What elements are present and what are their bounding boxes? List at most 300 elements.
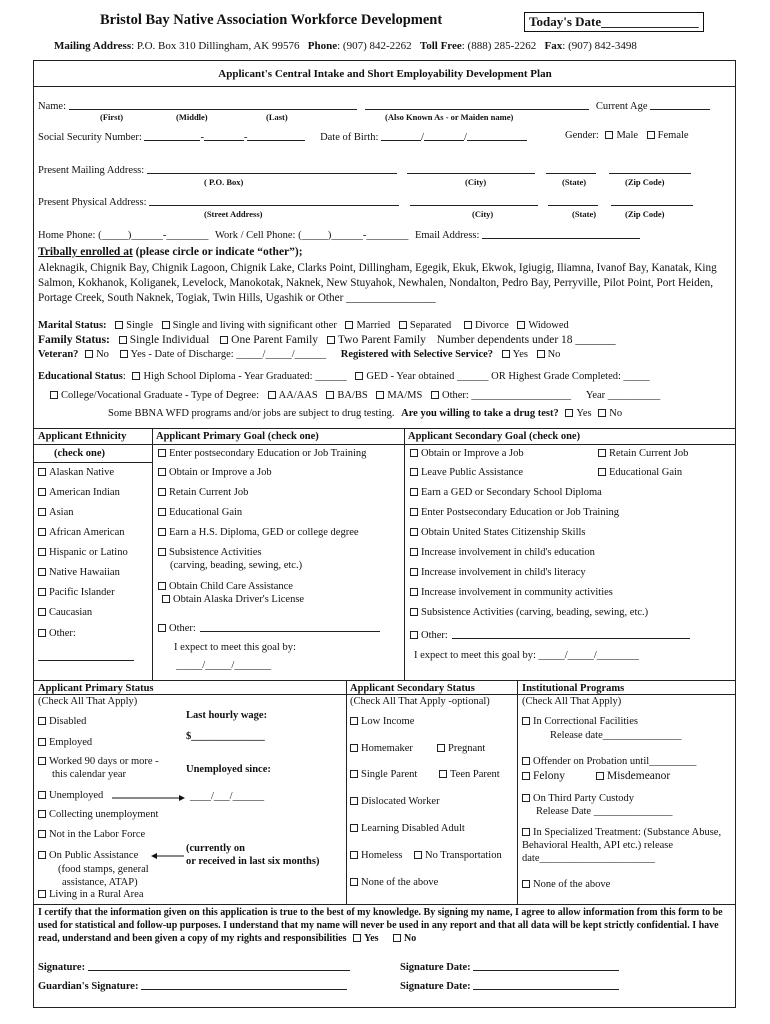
sub-first: (First): [100, 112, 124, 122]
inst-checkbox[interactable]: [522, 794, 530, 802]
pgoal-postsecondary[interactable]: [158, 448, 366, 459]
widowed-checkbox[interactable]: [517, 321, 525, 329]
pgoal-retain-job[interactable]: [158, 487, 248, 498]
hs-label: High School Diploma - Year Graduated: ______: [143, 371, 347, 382]
ssn-part3[interactable]: [247, 130, 305, 141]
pgoal-label: Educational Gain: [169, 507, 243, 518]
sstatus-label: Homeless: [361, 850, 403, 861]
one-parent-checkbox[interactable]: [220, 336, 228, 344]
dob-month[interactable]: [381, 130, 421, 141]
ma-label: MA/MS: [387, 390, 423, 401]
phone-row: [38, 228, 640, 241]
institutional-sub: (Check All That Apply): [522, 696, 622, 707]
pgoal-checkbox[interactable]: [158, 582, 166, 590]
college-label: College/Vocational Graduate - Type of Degree:: [61, 390, 260, 401]
sstatus-checkbox[interactable]: [350, 824, 358, 832]
pacific-checkbox[interactable]: [38, 588, 46, 596]
tribal-instruction: (please circle or indicate “other”);: [132, 246, 303, 258]
signature-row: [38, 960, 350, 973]
signature-date-label: Signature Date:: [400, 962, 471, 973]
pgoal-checkbox[interactable]: [158, 508, 166, 516]
unemployed-since-date[interactable]: ____/___/______: [190, 791, 265, 802]
drug-test-note: Some BBNA WFD programs and/or jobs are subject to drug testing.: [108, 408, 395, 419]
physical-street-input[interactable]: [149, 195, 399, 206]
separated-checkbox[interactable]: [399, 321, 407, 329]
sstatus-label: Dislocated Worker: [361, 796, 440, 807]
guardian-row: [38, 979, 347, 992]
sstatus-checkbox[interactable]: [350, 851, 358, 859]
pstatus-checkbox[interactable]: [38, 851, 46, 859]
cert-no-checkbox[interactable]: [393, 934, 401, 942]
sub-aka: (Also Known As - or Maiden name): [385, 112, 514, 122]
selective-yes-checkbox[interactable]: [502, 350, 510, 358]
pgoal-other-input[interactable]: [200, 621, 380, 632]
mailing-value: : P.O. Box 310 Dillingham, AK 99576: [131, 40, 300, 52]
ethnicity-other[interactable]: [38, 628, 76, 639]
veteran-label: Veteran?: [38, 349, 79, 360]
drug-test-question: Are you willing to take a drug test?: [401, 408, 559, 419]
pstatus-worked-90[interactable]: [38, 756, 159, 767]
sgoal-retain-job[interactable]: [598, 448, 688, 459]
married-checkbox[interactable]: [345, 321, 353, 329]
ethnicity-caucasian[interactable]: [38, 607, 92, 618]
ethnicity-african-american[interactable]: [38, 527, 125, 538]
sstatus-none[interactable]: [350, 877, 438, 888]
single-individual-label: Single Individual: [129, 334, 210, 346]
form-title: Applicant's Central Intake and Short Employability Development Plan: [218, 68, 552, 80]
sgoal-expect[interactable]: I expect to meet this goal by: _____/_____/________: [414, 650, 639, 661]
certification-block: [38, 906, 728, 945]
ged-checkbox[interactable]: [355, 372, 363, 380]
sgoal-checkbox[interactable]: [410, 468, 418, 476]
sgoal-checkbox[interactable]: [410, 449, 418, 457]
sstatus-homeless[interactable]: [350, 850, 402, 861]
inst-third-party[interactable]: [522, 793, 634, 804]
sub-zip-mail: (Zip Code): [625, 177, 665, 187]
single-checkbox[interactable]: [115, 321, 123, 329]
two-parent-checkbox[interactable]: [327, 336, 335, 344]
degree-year-field[interactable]: Year __________: [585, 390, 661, 401]
pgoal-checkbox[interactable]: [158, 468, 166, 476]
inst-checkbox[interactable]: [522, 772, 530, 780]
pstatus-worked-cont: this calendar year: [52, 769, 127, 780]
sstatus-checkbox[interactable]: [350, 797, 358, 805]
inst-none[interactable]: [522, 879, 610, 890]
tribal-heading: [38, 246, 303, 258]
sgoal-improve-job[interactable]: [410, 448, 524, 459]
mailing-po-input[interactable]: [147, 163, 397, 174]
sgoal-community[interactable]: [410, 587, 613, 598]
sub-city-phys: (City): [472, 209, 494, 219]
ssn-part1[interactable]: [144, 130, 200, 141]
inst-checkbox[interactable]: [522, 880, 530, 888]
sub-po: ( P.O. Box): [204, 177, 244, 187]
sstatus-checkbox[interactable]: [350, 744, 358, 752]
sstatus-label: Learning Disabled Adult: [361, 823, 465, 834]
aa-checkbox[interactable]: [268, 391, 276, 399]
pgoal-label: Enter postsecondary Education or Job Training: [169, 448, 367, 459]
tollfree-label: Toll Free: [419, 40, 462, 52]
guardian-input[interactable]: [141, 979, 347, 990]
phone-value: : (907) 842-2262: [337, 40, 412, 52]
sgoal-checkbox[interactable]: [410, 488, 418, 496]
african-american-checkbox[interactable]: [38, 528, 46, 536]
sgoal-checkbox[interactable]: [410, 631, 418, 639]
sgoal-label: Leave Public Assistance: [421, 467, 524, 478]
pgoal-checkbox[interactable]: [162, 595, 170, 603]
pgoal-other[interactable]: [158, 621, 380, 634]
certification-text: I certify that the information given on this application is true to the best of my knowledge. By signing my name, I agree to allow information from this form to be used for statistical and follow-up purposes. I understand that my name will never be used in any report and that all data will be kept strictly confidential. I have read, understand and been given a copy of my rights and responsibilities: [38, 907, 723, 944]
goals-top-line: [33, 428, 736, 429]
pgoal-child-care[interactable]: [158, 581, 293, 592]
hourly-wage-field[interactable]: $______________: [186, 731, 265, 742]
sstatus-checkbox[interactable]: [437, 744, 445, 752]
goals-divider-2: [404, 428, 405, 680]
mailing-row: [38, 163, 691, 176]
pstatus-checkbox[interactable]: [38, 757, 46, 765]
pgoal-diploma[interactable]: [158, 527, 359, 538]
male-checkbox[interactable]: [605, 131, 613, 139]
todays-date-field[interactable]: Today's Date_______________: [524, 12, 704, 32]
inst-probation[interactable]: [522, 756, 696, 767]
pstatus-rural[interactable]: [38, 889, 143, 900]
ethnicity-pacific[interactable]: [38, 587, 115, 598]
ethnicity-hispanic[interactable]: [38, 547, 128, 558]
status-arrows: [110, 790, 190, 866]
one-parent-label: One Parent Family: [231, 334, 319, 346]
pgoal-expect-date[interactable]: _____/_____/_______: [176, 660, 272, 671]
sub-zip-phys: (Zip Code): [625, 209, 665, 219]
secondary-status-sub: (Check All That Apply -optional): [350, 696, 490, 707]
sstatus-checkbox[interactable]: [350, 717, 358, 725]
name-input[interactable]: [69, 99, 357, 110]
married-label: Married: [356, 320, 391, 331]
sgoal-other[interactable]: [410, 628, 690, 641]
selective-label: Registered with Selective Service?: [340, 349, 494, 360]
primary-status-header: Applicant Primary Status: [38, 683, 154, 694]
widowed-label: Widowed: [528, 320, 569, 331]
ethnicity-other-checkbox[interactable]: [38, 629, 46, 637]
guardian-date-label: Signature Date:: [400, 981, 471, 992]
sgoal-child-literacy[interactable]: [410, 567, 586, 578]
aka-input[interactable]: [365, 99, 589, 110]
current-age-input[interactable]: [650, 99, 710, 110]
pgoal-label: Earn a H.S. Diploma, GED or college degree: [169, 527, 359, 538]
sstatus-label: Pregnant: [448, 743, 486, 754]
female-checkbox[interactable]: [647, 131, 655, 139]
guardian-date-input[interactable]: [473, 979, 619, 990]
sub-street: (Street Address): [204, 209, 263, 219]
name-label: Name:: [38, 101, 66, 112]
tribe-list[interactable]: Aleknagik, Chignik Bay, Chignik Lagoon, Chignik Lake, Clarks Point, Dillingham, Egegik, Ekuk, Ekwok, Igiugig, Iliamna, Ivanof Bay, Kanatak, King Salmon, Kokhanok, Koliganek, Levelock, Manokotak, Naknek, New Stuyahok, Newhalen, Nondalton, Pedro Bay, Perryville, Pilot Point, Port Heiden, Portage Creek, South Naknek, Togiak, Twin Hills, Ugashik or Other ________________: [38, 262, 717, 304]
secondary-status-header: Applicant Secondary Status: [350, 683, 475, 694]
ba-checkbox[interactable]: [326, 391, 334, 399]
drug-yes-checkbox[interactable]: [565, 409, 573, 417]
sgoal-label: Increase involvement in child's literacy: [421, 567, 586, 578]
sgoal-citizenship[interactable]: [410, 527, 586, 538]
ethnicity-hawaiian[interactable]: [38, 567, 120, 578]
sgoal-checkbox[interactable]: [410, 568, 418, 576]
divorce-label: Divorce: [474, 320, 509, 331]
pstatus-checkbox[interactable]: [38, 810, 46, 818]
email-label: Email Address:: [414, 230, 480, 241]
ethnicity-american-indian[interactable]: [38, 487, 120, 498]
unemployed-since-label: Unemployed since:: [186, 764, 271, 775]
pgoal-label: Other:: [169, 623, 196, 634]
veteran-yes-checkbox[interactable]: [120, 350, 128, 358]
mailing-label: Mailing Address: [54, 40, 132, 52]
divorce-checkbox[interactable]: [464, 321, 472, 329]
two-parent-label: Two Parent Family: [337, 334, 426, 346]
inst-label: Felony: [533, 770, 565, 782]
status-header-line: [33, 694, 736, 695]
signature-input[interactable]: [88, 960, 350, 971]
pgoal-checkbox[interactable]: [158, 624, 166, 632]
alaskan-checkbox[interactable]: [38, 468, 46, 476]
drug-test-row: [108, 408, 622, 419]
sstatus-learning-disabled[interactable]: [350, 823, 465, 834]
pgoal-checkbox[interactable]: [158, 528, 166, 536]
sgoal-other-input[interactable]: [452, 628, 690, 639]
sub-state-mail: (State): [562, 177, 587, 187]
veteran-no-checkbox[interactable]: [85, 350, 93, 358]
drug-no-checkbox[interactable]: [598, 409, 606, 417]
ethnicity-label: Other:: [49, 628, 76, 639]
inst-correctional[interactable]: [522, 716, 638, 727]
sstatus-single-parent[interactable]: [350, 769, 417, 780]
dob-day[interactable]: [424, 130, 464, 141]
drug-yes-label: Yes: [576, 408, 592, 419]
veteran-no-label: No: [96, 349, 109, 360]
ma-checkbox[interactable]: [376, 391, 384, 399]
sgoal-checkbox[interactable]: [410, 608, 418, 616]
ethnicity-label: Pacific Islander: [49, 587, 115, 598]
pstatus-checkbox[interactable]: [38, 791, 46, 799]
name-row: [38, 99, 710, 112]
pstatus-label: On Public Assistance: [49, 850, 139, 861]
american-indian-checkbox[interactable]: [38, 488, 46, 496]
current-age-label: Current Age: [595, 101, 648, 112]
inst-felony[interactable]: [522, 770, 565, 782]
ged-label: GED - Year obtained ______ OR Highest Grade Completed: _____: [366, 371, 650, 382]
cert-top-line: [33, 904, 736, 905]
pgoal-checkbox[interactable]: [158, 488, 166, 496]
pstatus-employed[interactable]: [38, 737, 92, 748]
caucasian-checkbox[interactable]: [38, 608, 46, 616]
inst-checkbox[interactable]: [522, 828, 530, 836]
hs-checkbox[interactable]: [132, 372, 140, 380]
pstatus-label: Disabled: [49, 716, 87, 727]
sgoal-label: Subsistence Activities (carving, beading, sewing, etc.): [421, 607, 649, 618]
sstatus-label: No Transportation: [425, 850, 502, 861]
physical-state-input[interactable]: [548, 195, 598, 206]
sgoal-subsistence[interactable]: [410, 607, 648, 618]
hispanic-checkbox[interactable]: [38, 548, 46, 556]
work-phone-field[interactable]: Work / Cell Phone: (_____)______-________: [214, 230, 409, 241]
signature-date-input[interactable]: [473, 960, 619, 971]
ba-label: BA/BS: [337, 390, 368, 401]
sstatus-homemaker[interactable]: [350, 743, 413, 754]
inst-label: In Specialized Treatment: (Substance Abuse, Behavioral Health, API etc.) release date______________________: [522, 827, 722, 864]
sstatus-label: Teen Parent: [450, 769, 500, 780]
pgoal-subsistence[interactable]: [158, 547, 261, 558]
sstatus-checkbox[interactable]: [350, 878, 358, 886]
pgoal-subsistence-note: (carving, beading, sewing, etc.): [170, 560, 303, 571]
pstatus-disabled[interactable]: [38, 716, 86, 727]
sstatus-no-transport[interactable]: [414, 850, 502, 861]
fax-label: Fax: [544, 40, 563, 52]
goals-divider-1: [152, 428, 153, 680]
sstatus-label: Homemaker: [361, 743, 413, 754]
inst-label: In Correctional Facilities: [533, 716, 638, 727]
ethnicity-alaskan[interactable]: [38, 467, 114, 478]
male-label: Male: [616, 130, 639, 141]
sub-city-mail: (City): [465, 177, 487, 187]
dob-label: Date of Birth:: [320, 132, 379, 143]
pstatus-checkbox[interactable]: [38, 890, 46, 898]
ethnicity-other-input[interactable]: [38, 650, 134, 661]
pgoal-label: Subsistence Activities: [169, 547, 262, 558]
guardian-date-row: [400, 979, 619, 992]
sstatus-low-income[interactable]: [350, 716, 414, 727]
sub-middle: (Middle): [176, 112, 208, 122]
sub-last: (Last): [266, 112, 288, 122]
mailing-zip-input[interactable]: [609, 163, 691, 174]
sgoal-checkbox[interactable]: [410, 588, 418, 596]
dob-year[interactable]: [467, 130, 527, 141]
pgoal-label: Obtain Child Care Assistance: [169, 581, 293, 592]
family-row: [38, 334, 616, 346]
inst-checkbox[interactable]: [522, 717, 530, 725]
pgoal-label: Retain Current Job: [169, 487, 249, 498]
degree-other-label: Other: ___________________: [441, 390, 572, 401]
ethnicity-label: Alaskan Native: [49, 467, 115, 478]
sstatus-teen-parent[interactable]: [439, 769, 500, 780]
veteran-row: [38, 349, 560, 360]
sgoal-educational-gain[interactable]: [598, 467, 682, 478]
sstatus-label: Low Income: [361, 716, 415, 727]
primary-status-sub: (Check All That Apply): [38, 696, 138, 707]
sstatus-checkbox[interactable]: [414, 851, 422, 859]
inst-release-date-2[interactable]: Release Date _______________: [536, 806, 673, 817]
pgoal-educational-gain[interactable]: [158, 507, 242, 518]
pstatus-checkbox[interactable]: [38, 738, 46, 746]
cert-yes-checkbox[interactable]: [353, 934, 361, 942]
sstatus-checkbox[interactable]: [439, 770, 447, 778]
sgoal-checkbox[interactable]: [598, 449, 606, 457]
sgoal-label: Obtain United States Citizenship Skills: [421, 527, 586, 538]
ethnicity-label: African American: [49, 527, 125, 538]
pstatus-assist-note2: assistance, ATAP): [62, 877, 138, 888]
inst-release-date[interactable]: Release date_______________: [550, 730, 682, 741]
sgoal-label: Retain Current Job: [609, 448, 689, 459]
org-title: Bristol Bay Native Association Workforce Development: [100, 12, 443, 28]
sgoal-child-education[interactable]: [410, 547, 595, 558]
ethnicity-asian[interactable]: [38, 507, 74, 518]
pgoal-checkbox[interactable]: [158, 548, 166, 556]
gender-label: Gender:: [565, 130, 599, 141]
institutional-header: Institutional Programs: [522, 683, 625, 694]
inst-checkbox[interactable]: [596, 772, 604, 780]
sstatus-dislocated[interactable]: [350, 796, 440, 807]
sgoal-leave-assistance[interactable]: [410, 467, 523, 478]
sstatus-checkbox[interactable]: [350, 770, 358, 778]
single-sig-checkbox[interactable]: [162, 321, 170, 329]
inst-specialized[interactable]: [522, 826, 722, 865]
home-phone-field[interactable]: Home Phone: (_____)______-________: [38, 230, 209, 241]
sgoal-label: Earn a GED or Secondary School Diploma: [421, 487, 602, 498]
selective-yes-label: Yes: [512, 349, 528, 360]
ethnicity-label: Caucasian: [49, 607, 93, 618]
ssn-part2[interactable]: [204, 130, 244, 141]
sgoal-checkbox[interactable]: [410, 528, 418, 536]
pgoal-expect: I expect to meet this goal by:: [174, 642, 296, 653]
single-label: Single: [126, 320, 154, 331]
pstatus-unemployed[interactable]: [38, 790, 103, 801]
phone-label: Phone: [307, 40, 338, 52]
sgoal-checkbox[interactable]: [598, 468, 606, 476]
college-checkbox[interactable]: [50, 391, 58, 399]
sstatus-pregnant[interactable]: [437, 743, 485, 754]
pgoal-improve-job[interactable]: [158, 467, 272, 478]
email-input[interactable]: [482, 228, 640, 239]
drug-no-label: No: [609, 408, 623, 419]
pstatus-checkbox[interactable]: [38, 830, 46, 838]
physical-row: [38, 195, 693, 208]
sstatus-label: Single Parent: [361, 769, 418, 780]
sgoal-postsecondary[interactable]: [410, 507, 619, 518]
physical-zip-input[interactable]: [611, 195, 693, 206]
asian-checkbox[interactable]: [38, 508, 46, 516]
guardian-label: Guardian's Signature:: [38, 981, 139, 992]
pstatus-label: Collecting unemployment: [49, 809, 159, 820]
inst-checkbox[interactable]: [522, 757, 530, 765]
ethnicity-header: Applicant Ethnicity: [38, 431, 127, 442]
ethnicity-label: American Indian: [49, 487, 120, 498]
pstatus-label: Not in the Labor Force: [49, 829, 146, 840]
aa-label: AA/AAS: [278, 390, 318, 401]
physical-city-input[interactable]: [410, 195, 538, 206]
selective-no-checkbox[interactable]: [537, 350, 545, 358]
sgoal-checkbox[interactable]: [410, 508, 418, 516]
tribal-label: Tribally enrolled at: [38, 246, 133, 258]
hawaiian-checkbox[interactable]: [38, 568, 46, 576]
family-label: Family Status:: [38, 334, 110, 346]
single-individual-checkbox[interactable]: [119, 336, 127, 344]
degree-other-checkbox[interactable]: [431, 391, 439, 399]
inst-label: None of the above: [533, 879, 611, 890]
sgoal-ged[interactable]: [410, 487, 602, 498]
pgoal-checkbox[interactable]: [158, 449, 166, 457]
inst-misdemeanor[interactable]: [596, 770, 670, 782]
selective-no-label: No: [547, 349, 561, 360]
ethnicity-label: Hispanic or Latino: [49, 547, 128, 558]
status-divider-1: [346, 680, 347, 904]
pstatus-checkbox[interactable]: [38, 717, 46, 725]
college-row: [50, 390, 660, 401]
mailing-state-input[interactable]: [546, 163, 596, 174]
hourly-wage-label: Last hourly wage:: [186, 710, 268, 721]
pstatus-label: Worked 90 days or more -: [49, 756, 159, 767]
sgoal-checkbox[interactable]: [410, 548, 418, 556]
pgoal-drivers-license[interactable]: [162, 594, 304, 605]
status-top-line: [33, 680, 736, 681]
dependents-field[interactable]: Number dependents under 18 _______: [436, 334, 616, 346]
cert-yes-label: Yes: [364, 933, 379, 944]
signature-label: Signature:: [38, 962, 86, 973]
ssn-label: Social Security Number:: [38, 132, 142, 143]
mailing-city-input[interactable]: [407, 163, 535, 174]
